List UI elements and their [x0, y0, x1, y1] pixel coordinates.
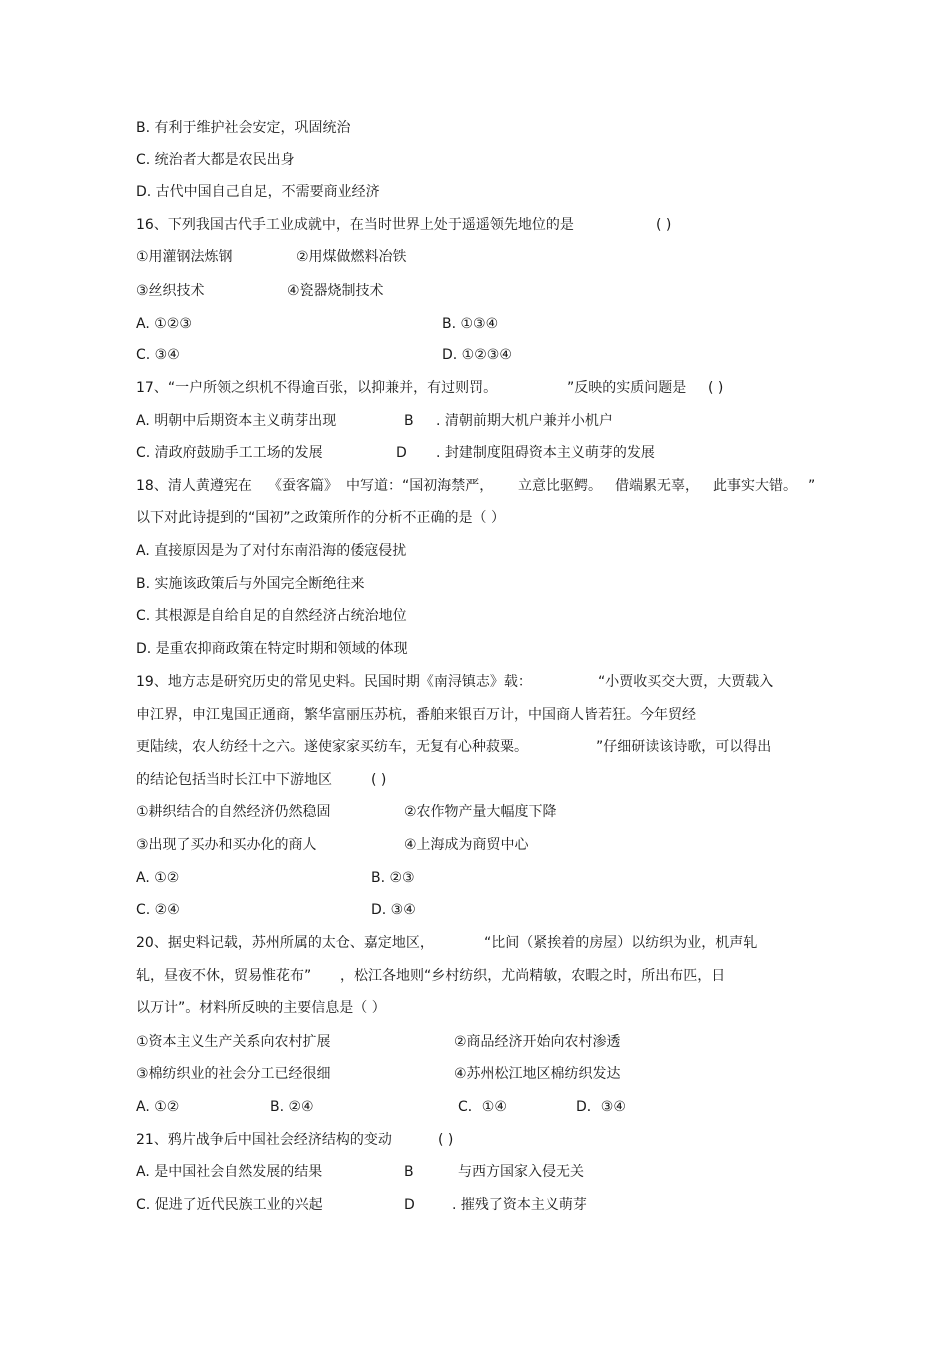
q20-option-c: C．①④ [458, 1099, 507, 1115]
q17-option-c: C. 清政府鼓励手工工场的发展 [136, 445, 323, 461]
q19-stem-2: 申江界，申江鬼国正通商，繁华富丽压苏杭，番舶来银百万计，中国商人皆若狂。今年贸经 [136, 707, 696, 723]
q21-option-b-letter: B [404, 1164, 414, 1180]
q21-option-d-letter: D [404, 1197, 415, 1213]
q16-option-b: B. ①③④ [442, 316, 499, 332]
q19-option-c: C. ②④ [136, 902, 180, 918]
q19-option-b: B. ②③ [371, 870, 415, 886]
q19-item-4: ④上海成为商贸中心 [404, 837, 529, 853]
q20-option-d: D．③④ [576, 1099, 626, 1115]
q17-option-a: A. 明朝中后期资本主义萌芽出现 [136, 413, 337, 429]
q15-option-c: C. 统治者大都是农民出身 [136, 152, 295, 168]
q16-item-1: ①用灌钢法炼钢 [136, 249, 233, 265]
q16-option-c: C. ③④ [136, 347, 180, 363]
q15-option-d: D. 古代中国自己自足，不需要商业经济 [136, 184, 380, 200]
q18-option-a: A. 直接原因是为了对付东南沿海的倭寇侵扰 [136, 543, 407, 559]
q17-option-b-letter: B [404, 413, 414, 429]
q19-option-d: D. ③④ [371, 902, 416, 918]
q19-answer-paren: ( ) [371, 772, 387, 788]
q16-item-3: ③丝织技术 [136, 283, 205, 299]
q20-stem-2b: ，松江各地则“乡村纺织，尤尚精敏，农暇之时，所出布匹，日 [340, 968, 726, 984]
q17-stem-end: ”反映的实质问题是 [567, 380, 687, 396]
q17-option-d-text: . 封建制度阻碍资本主义萌芽的发展 [436, 445, 655, 461]
q19-stem-3b: ”仔细研读该诗歌，可以得出 [596, 739, 772, 755]
q19-item-2: ②农作物产量大幅度下降 [404, 804, 557, 820]
q20-option-a: A. ①② [136, 1099, 180, 1115]
q20-item-3: ③棉纺织业的社会分工已经很细 [136, 1066, 331, 1082]
q21-option-a: A. 是中国社会自然发展的结果 [136, 1164, 323, 1180]
q16-answer-paren: ( ) [656, 217, 672, 233]
q18-stem-seg-1: 18、清人黄遵宪在 [136, 478, 252, 494]
q21-option-c: C. 促进了近代民族工业的兴起 [136, 1197, 323, 1213]
q18-stem-seg-2: 《蚕客篇》 [268, 478, 338, 494]
q20-item-1: ①资本主义生产关系向农村扩展 [136, 1034, 331, 1050]
q17-stem: 17、“一户所领之织机不得逾百张，以抑兼并，有过则罚。 [136, 380, 498, 396]
q18-option-d: D. 是重农抑商政策在特定时期和领域的体现 [136, 641, 408, 657]
q19-stem-1b: “小贾收买交大贾，大贾载入 [598, 674, 774, 690]
q17-option-d-letter: D [396, 445, 407, 461]
q19-stem-1a: 19、地方志是研究历史的常见史料。民国时期《南浔镇志》载： [136, 674, 532, 690]
q20-stem-1b: “比间（紧挨着的房屋）以纺织为业，机声轧 [484, 935, 758, 951]
q20-stem-3: 以万计”。材料所反映的主要信息是（ ） [136, 1000, 386, 1016]
q18-stem-seg-4: 立意比驱鳄。 [518, 478, 602, 494]
q16-option-d: D. ①②③④ [442, 347, 512, 363]
q19-item-1: ①耕织结合的自然经济仍然稳固 [136, 804, 331, 820]
q18-stem-seg-3: 中写道：“国初海禁严， [346, 478, 494, 494]
q15-option-b: B. 有利于维护社会安定，巩固统治 [136, 120, 351, 136]
q21-option-b-text: 与西方国家入侵无关 [458, 1164, 584, 1180]
q21-stem: 21、鸦片战争后中国社会经济结构的变动 [136, 1132, 392, 1148]
q17-option-b-text: . 清朝前期大机户兼并小机户 [436, 413, 613, 429]
q18-stem-question: 以下对此诗提到的“国初”之政策所作的分析不正确的是（ ） [136, 510, 505, 526]
q20-stem-1a: 20、据史料记载，苏州所属的太仓、嘉定地区， [136, 935, 434, 951]
q20-option-b: B. ②④ [270, 1099, 314, 1115]
q20-item-2: ②商品经济开始向农村渗透 [454, 1034, 621, 1050]
q19-item-3: ③出现了买办和买办化的商人 [136, 837, 317, 853]
q19-option-a: A. ①② [136, 870, 180, 886]
q20-stem-2a: 轧，昼夜不休，贸易惟花布” [136, 968, 312, 984]
q21-option-d-text: . 摧残了资本主义萌芽 [452, 1197, 587, 1213]
q18-option-b: B. 实施该政策后与外国完全断绝往来 [136, 576, 365, 592]
q17-answer-paren: ( ) [708, 380, 724, 396]
q16-item-4: ④瓷器烧制技术 [287, 283, 384, 299]
q18-stem-seg-6: 此事实大错。 [713, 478, 797, 494]
q18-option-c: C. 其根源是自给自足的自然经济占统治地位 [136, 608, 407, 624]
q16-item-2: ②用煤做燃料冶铁 [296, 249, 407, 265]
q18-stem-seg-5: 借端累无辜， [615, 478, 699, 494]
q21-answer-paren: ( ) [438, 1132, 454, 1148]
q16-stem: 16、下列我国古代手工业成就中，在当时世界上处于遥遥领先地位的是 [136, 217, 574, 233]
q20-item-4: ④苏州松江地区棉纺织发达 [454, 1066, 621, 1082]
q16-option-a: A. ①②③ [136, 316, 192, 332]
q18-stem-seg-7: ” [808, 478, 816, 494]
q19-stem-4: 的结论包括当时长江中下游地区 [136, 772, 332, 788]
q19-stem-3a: 更陆续，农人纺经十之六。遂使家家买纺车，无复有心种菽粟。 [136, 739, 528, 755]
